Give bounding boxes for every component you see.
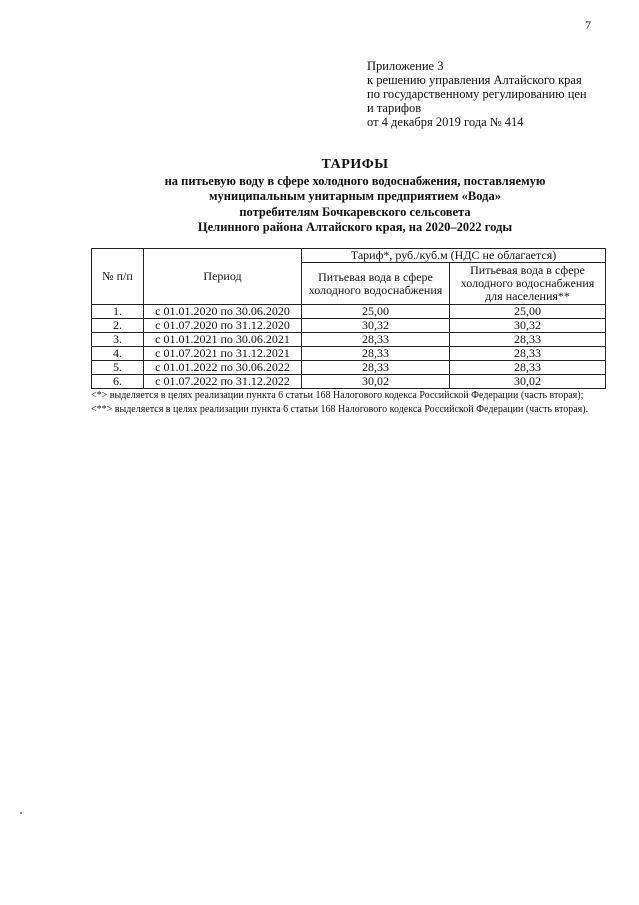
cell-period: с 01.01.2022 по 30.06.2022 — [144, 361, 302, 375]
footnote: <*> выделяется в целях реализации пункта 6 статьи 168 Налогового кодекса Российской Федерации (часть вторая); — [91, 390, 584, 401]
footnotes — [91, 389, 607, 417]
cell-number: 5. — [92, 361, 144, 375]
title-line: Целинного района Алтайского края, на 2020–2022 годы — [197, 220, 513, 234]
header-population: Питьевая вода в сфере холодного водоснабжения для населения** — [450, 263, 606, 305]
cell-general: 28,33 — [302, 333, 450, 347]
cell-number: 1. — [92, 305, 144, 319]
cell-number: 4. — [92, 347, 144, 361]
cell-population: 28,33 — [450, 347, 606, 361]
table-row — [92, 375, 606, 389]
cell-population: 25,00 — [450, 305, 606, 319]
tariff-table — [91, 248, 606, 389]
cell-population: 28,33 — [450, 361, 606, 375]
cell-population: 30,02 — [450, 375, 606, 389]
cell-number: 6. — [92, 375, 144, 389]
table-row — [92, 305, 606, 319]
table-row — [92, 361, 606, 375]
cell-period: с 01.01.2020 по 30.06.2020 — [144, 305, 302, 319]
cell-general: 28,33 — [302, 361, 450, 375]
title-main: ТАРИФЫ — [321, 157, 389, 172]
document-title — [60, 157, 639, 236]
appendix-reference — [367, 59, 632, 129]
cell-population: 30,32 — [450, 319, 606, 333]
header-period: Период — [144, 249, 302, 305]
appendix-line: от 4 декабря 2019 года № 414 — [367, 115, 524, 129]
cell-population: 28,33 — [450, 333, 606, 347]
cell-number: 2. — [92, 319, 144, 333]
header-tariff-group: Тариф*, руб./куб.м (НДС не облагается) — [302, 249, 606, 263]
table-row — [92, 333, 606, 347]
header-general: Питьевая вода в сфере холодного водоснабжения — [302, 263, 450, 305]
scan-speck — [20, 812, 22, 814]
page-number: 7 — [585, 18, 591, 32]
footnote: <**> выделяется в целях реализации пункта 6 статьи 168 Налогового кодекса Российской Федерации (часть вторая). — [91, 404, 589, 415]
table-row — [92, 319, 606, 333]
appendix-line: и тарифов — [367, 101, 422, 115]
title-line: потребителям Бочкаревского сельсовета — [239, 204, 471, 219]
cell-period: с 01.01.2021 по 30.06.2021 — [144, 333, 302, 347]
appendix-line: по государственному регулированию цен — [367, 87, 587, 101]
header-number: № п/п — [92, 249, 144, 305]
cell-general: 30,02 — [302, 375, 450, 389]
table-header-row — [92, 249, 606, 263]
cell-number: 3. — [92, 333, 144, 347]
cell-period: с 01.07.2021 по 31.12.2021 — [144, 347, 302, 361]
title-line: на питьевую воду в сфере холодного водоснабжения, поставляемую — [164, 173, 546, 188]
cell-general: 28,33 — [302, 347, 450, 361]
appendix-line: к решению управления Алтайского края — [367, 73, 582, 87]
table-row — [92, 347, 606, 361]
cell-period: с 01.07.2020 по 31.12.2020 — [144, 319, 302, 333]
cell-general: 25,00 — [302, 305, 450, 319]
appendix-line: Приложение 3 — [367, 59, 444, 73]
title-line: муниципальным унитарным предприятием «Вода» — [209, 189, 501, 203]
cell-general: 30,32 — [302, 319, 450, 333]
cell-period: с 01.07.2022 по 31.12.2022 — [144, 375, 302, 389]
